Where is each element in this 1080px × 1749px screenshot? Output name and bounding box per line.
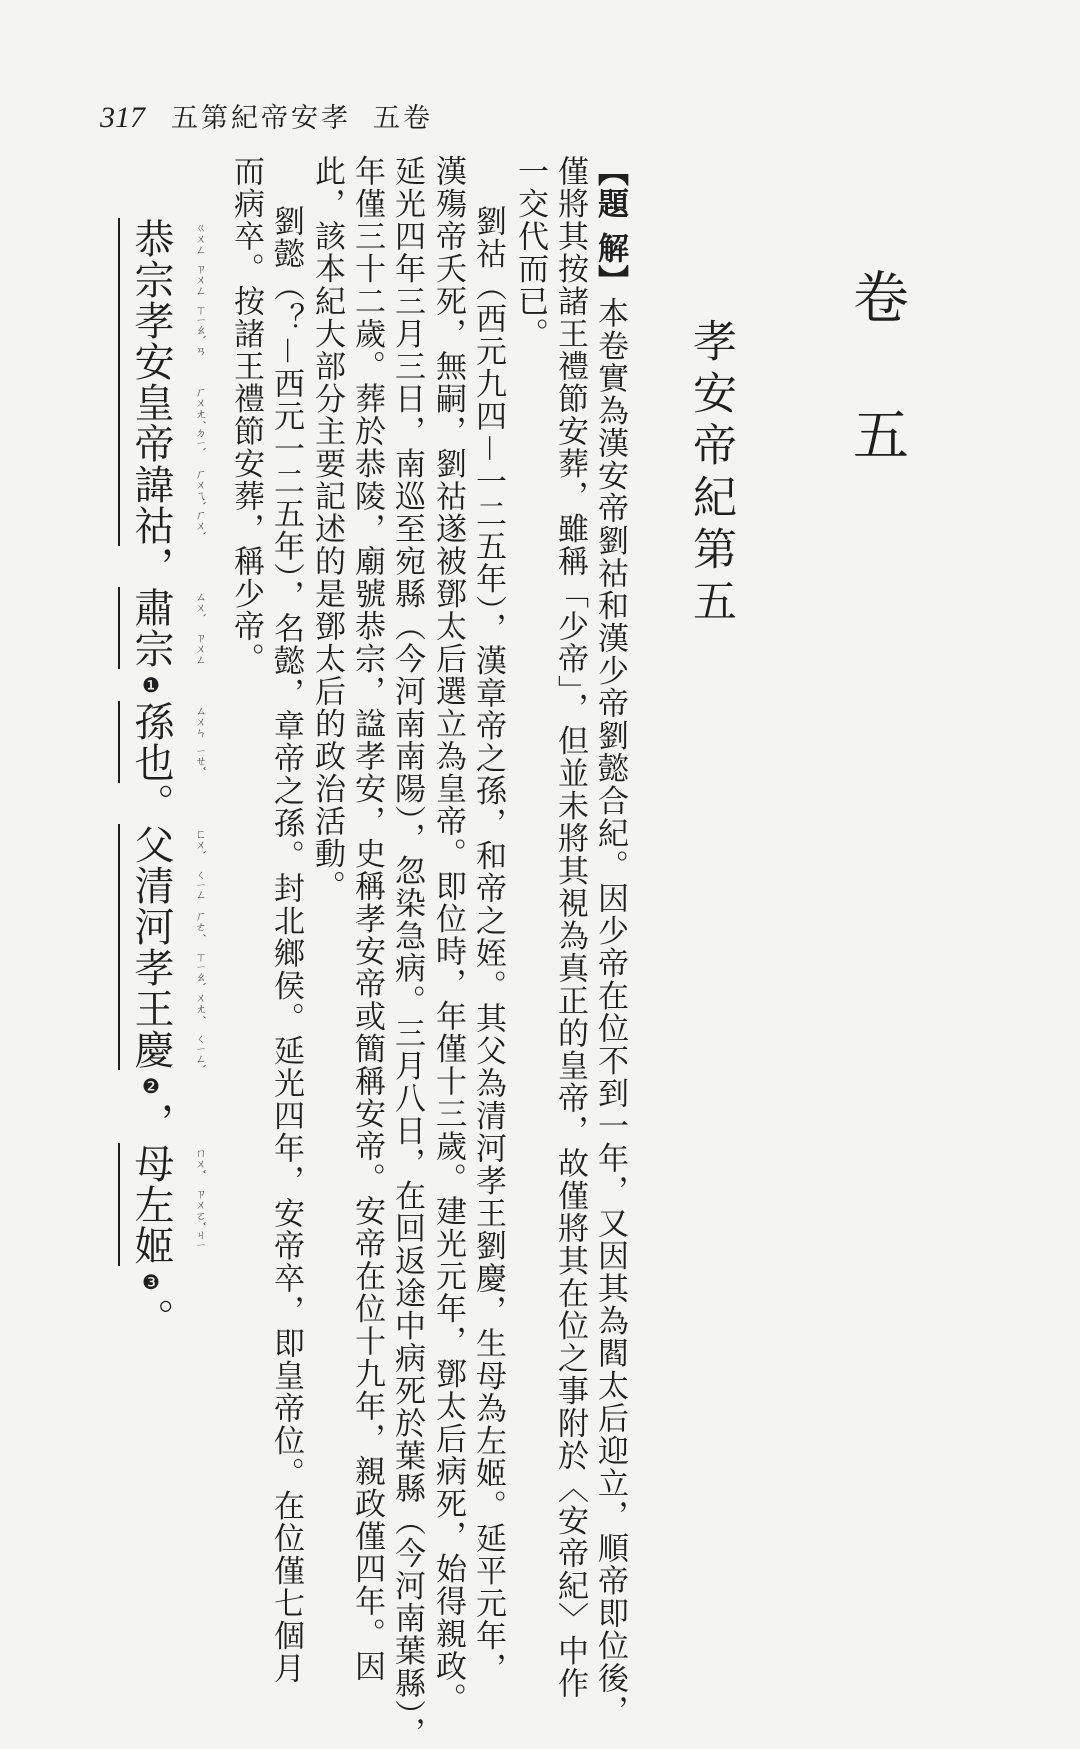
character-text: 安 <box>128 341 174 382</box>
character-text: 帝 <box>128 423 174 464</box>
intro-column: 延光四年三月三日，南巡至宛縣（今河南南陽），忽染急病。三月八日，在回返途中病死於葉縣（今河南葉縣）， <box>389 155 425 1749</box>
note-marker <box>139 1270 163 1294</box>
annotated-character <box>118 947 207 988</box>
zhuyin-annotation: ㄇㄨˇ <box>194 1147 207 1175</box>
zhuyin-annotation: ㄢ <box>194 345 207 356</box>
punctuation <box>123 546 180 587</box>
annotated-character <box>118 300 207 341</box>
character-text: 河 <box>128 906 174 947</box>
annotated-character <box>118 701 207 742</box>
annotated-character <box>118 341 207 382</box>
page-number: 317 <box>100 101 145 134</box>
zhuyin-annotation: ㄏㄨㄤˊ <box>194 386 207 425</box>
character-text: 也 <box>128 742 174 783</box>
intro-column: 年僅三十二歲。葬於恭陵，廟號恭宗，諡孝安，史稱孝安帝或簡稱安帝。安帝在位十九年，親政僅四年。因 <box>349 155 385 1683</box>
punctuation <box>123 1298 180 1339</box>
character-text: 孝 <box>128 947 174 988</box>
zhuyin-annotation: ㄙㄨㄣ <box>194 705 207 738</box>
annotated-character <box>118 423 207 464</box>
character-text: 肅 <box>128 587 174 628</box>
character-text: 皇 <box>128 382 174 423</box>
character-text: 慶 <box>128 1029 174 1070</box>
character-text: 。 <box>128 783 174 824</box>
annotated-character <box>118 628 207 669</box>
annotated-character <box>118 259 207 300</box>
annotated-character <box>118 988 207 1029</box>
character-text: ， <box>128 1102 174 1143</box>
zhuyin-annotation: ㄏㄨㄟˋ <box>194 468 207 507</box>
zhuyin-annotation: ㄗㄨㄛˇ <box>194 1188 207 1227</box>
character-text: 母 <box>128 1143 174 1184</box>
intro-column: 漢殤帝夭死，無嗣，劉祜遂被鄧太后選立為皇帝。即位時，年僅十三歲。建光元年，鄧太后病死，始得親政。 <box>430 155 466 1715</box>
annotated-character <box>118 906 207 947</box>
zhuyin-annotation: ㄏㄨˋ <box>194 509 207 537</box>
character-text: ， <box>128 546 174 587</box>
character-text: 清 <box>128 865 174 906</box>
note-marker <box>139 1074 163 1098</box>
annotated-character <box>118 464 207 507</box>
character-text: 孝 <box>128 300 174 341</box>
character-text: 祜 <box>128 505 174 546</box>
zhuyin-annotation: ㄗㄨㄥ <box>194 263 207 296</box>
character-text: ❷ <box>139 1074 163 1098</box>
zhuyin-annotation: ㄗㄨㄥ <box>194 632 207 665</box>
annotated-character <box>118 865 207 906</box>
annotated-character <box>118 1029 207 1070</box>
annotated-character <box>118 742 207 783</box>
note-marker <box>139 673 163 697</box>
zhuyin-annotation: ㄈㄨˋ <box>194 828 207 856</box>
zhuyin-annotation: ㄉㄧˋ <box>194 427 207 453</box>
character-text: 諱 <box>128 464 174 505</box>
character-text: 宗 <box>128 628 174 669</box>
intro-column: 僅將其按諸王禮節安葬，雖稱「少帝」，但並未將其視為真正的皇帝，故僅將其在位之事附於〈安帝紀〉中作 <box>552 155 588 1700</box>
zhuyin-annotation: ㄒㄧㄠˋ <box>194 304 207 341</box>
intro-column: 劉懿（？－西元一二五年），名懿，章帝之孫。封北鄉侯。延光四年，安帝卒，即皇帝位。在位僅七個月 <box>268 205 304 1685</box>
intro-label: 【題 解】 <box>592 155 628 298</box>
original-text-line <box>118 218 207 1339</box>
punctuation <box>123 783 180 824</box>
annotated-character <box>118 505 207 546</box>
running-volume: 五卷 <box>373 103 433 134</box>
character-text: 姬 <box>128 1225 174 1266</box>
zhuyin-annotation: ㄒㄧㄠˋ <box>194 951 207 988</box>
zhuyin-annotation: ㄏㄜˊ <box>194 910 207 938</box>
zhuyin-annotation: ㄨㄤˊ <box>194 992 207 1020</box>
punctuation <box>123 1102 180 1143</box>
annotated-character <box>118 824 207 865</box>
character-text: 恭 <box>128 218 174 259</box>
running-header <box>100 96 433 140</box>
character-text: ❸ <box>139 1270 163 1294</box>
annotated-character <box>118 1143 207 1184</box>
character-text: 王 <box>128 988 174 1029</box>
annotated-character <box>118 218 207 259</box>
intro-column: 此，該本紀大部分主要記述的是鄧太后的政治活動。 <box>309 155 345 903</box>
zhuyin-annotation: ㄙㄨˋ <box>194 591 207 619</box>
zhuyin-annotation: ㄧㄝˇ <box>194 746 207 772</box>
annotated-character <box>118 1225 207 1266</box>
running-title: 五第紀帝安孝 <box>171 103 351 134</box>
character-text: ❶ <box>139 673 163 697</box>
intro-column: 而病卒。按諸王禮節安葬，稱少帝。 <box>228 155 264 675</box>
character-text: 宗 <box>128 259 174 300</box>
chapter-title: 孝安帝紀第五 <box>685 318 736 630</box>
annotated-character <box>118 382 207 425</box>
character-text: 。 <box>128 1298 174 1339</box>
zhuyin-annotation: ㄑㄧㄥ <box>194 869 207 900</box>
zhuyin-annotation: ㄐㄧ <box>194 1229 207 1249</box>
zhuyin-annotation: ㄍㄨㄥ <box>194 222 207 255</box>
annotated-character <box>118 1184 207 1227</box>
character-text: 左 <box>128 1184 174 1225</box>
zhuyin-annotation: ㄑㄧㄥˋ <box>194 1033 207 1070</box>
character-text: 孫 <box>128 701 174 742</box>
annotated-character <box>118 587 207 628</box>
intro-column: 劉祜（西元九四－一二五年），漢章帝之孫，和帝之姪。其父為清河孝王劉慶，生母為左姬。延平元年， <box>470 205 506 1685</box>
volume-title: 卷 五 <box>844 268 909 494</box>
intro-column: 【題 解】本卷實為漢安帝劉祜和漢少帝劉懿合紀。因少帝在位不到一年，又因其為閻太后迎立，順帝即位後， <box>592 155 628 1728</box>
intro-column: 一交代而已。 <box>512 155 548 350</box>
character-text: 父 <box>128 824 174 865</box>
